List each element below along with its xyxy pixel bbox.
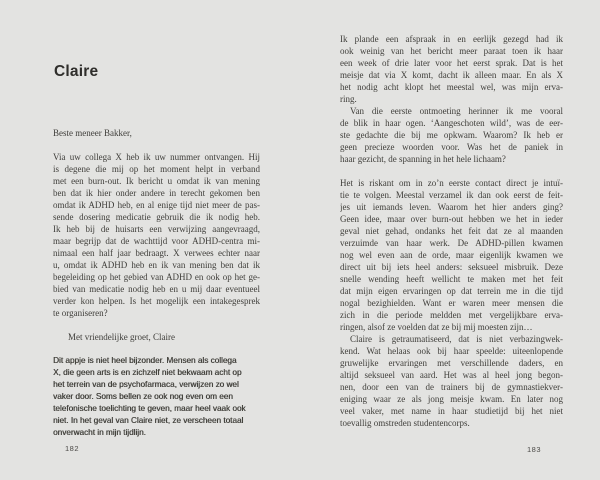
text-line: ring.	[340, 94, 357, 104]
text-line: kend. Wat helaas ook bij haar speelde: uiteenlopende	[340, 346, 563, 356]
text-line: ste gedachte die bij me opkwam. Waarom? Ik heb er	[340, 130, 563, 140]
letter-signoff: Met vriendelijke groet, Claire	[68, 332, 175, 342]
paragraph	[340, 33, 563, 105]
text-line: ringen, alsof ze voelden dat ze bij mij moesten zijn…	[340, 322, 533, 332]
text-line: direct uit bij iets heel anders: seksueel misbruik. Deze	[340, 262, 563, 272]
text-line: dat mijn eigen ervaringen op dat terrein me in die tijd	[340, 286, 563, 296]
text-line: te organiseren?	[53, 308, 108, 318]
text-line: Claire is getraumatiseerd, dat is niet verbazingwek-	[350, 334, 563, 344]
text-line: het terrein van de psychofarmaca, verwijzen zo wel	[53, 380, 239, 389]
page-number-left: 182	[65, 444, 80, 453]
text-line: een week of drie later voor het eerst sprak. Dat is het	[340, 58, 563, 68]
paragraph	[340, 177, 563, 333]
text-line: altijd seksueel van aard. Het was al heel jong begon-	[340, 370, 563, 380]
page-number-right: 183	[527, 445, 542, 454]
text-line: veel vaker, met name in haar studietijd bij het niet	[340, 406, 563, 416]
text-line: nimaal een half jaar bedraagt. X verwees echter naar	[53, 248, 260, 258]
letter-body	[53, 151, 260, 319]
text-line: Ik plande een afspraak in en eerlijk gezegd had ik	[340, 34, 563, 44]
text-line: verder kon helpen. Is het mogelijk een intakegesprek	[53, 296, 260, 306]
text-line: met een burn-out. Ik bericht u omdat ik van mening	[53, 176, 260, 186]
paragraph	[340, 105, 563, 165]
text-line: telefonische toelichting te geven, maar heel vaak ook	[53, 404, 246, 413]
text-line: geval niet gehad, ondanks het feit dat ze al maanden	[340, 226, 563, 236]
text-line: nen, door een van de trainers bij de gymnastiekver-	[340, 382, 563, 392]
letter	[53, 127, 260, 343]
text-line: verzuimde van haar werk. De ADHD-pillen kwamen	[340, 238, 563, 248]
text-line: tie te volgen. Meestal verzamel ik dan ook eerst de feit-	[340, 190, 563, 200]
text-line: nog wel even aan de orde, maar eigenlijk kwamen we	[340, 250, 563, 260]
narrative-text	[340, 33, 563, 429]
text-line: de blik in haar ogen. ‘Aangeschoten wild’, was de eer-	[340, 118, 563, 128]
text-line: meisje dat via X komt, dacht ik alleen maar. En als X	[340, 70, 563, 80]
text-line: snelle wending heeft wellicht te maken met het feit	[340, 274, 563, 284]
text-line: Van die eerste ontmoeting herinner ik me vooral	[350, 106, 563, 116]
text-line: Geen idee, maar over burn-out hebben we het in ieder	[340, 214, 563, 224]
text-line: ben dat ik hier onder andere in terecht gekomen ben	[53, 188, 260, 198]
text-line: Via uw collega X heb ik uw nummer ontvangen. Hij	[53, 152, 260, 162]
text-line: X, die geen arts is en zichzelf niet bekwaam acht op	[53, 368, 242, 377]
text-line: Ik heb bij de huisarts een verwijzing aangevraagd,	[53, 224, 260, 234]
text-line: maar begrijp dat de wachttijd voor ADHD-centra mi-	[53, 236, 260, 246]
text-line: eniging waar ze als jong meisje kwam. En later nog	[340, 394, 563, 404]
text-line: jes uit iemands leven. Waarom het hier anders ging?	[340, 202, 563, 212]
text-line: nogal bezighielden. Want er waren meer mensen die	[340, 298, 563, 308]
text-line: geen precieze woorden voor. Was het de paniek in	[340, 142, 563, 152]
text-line: haar gezicht, de spanning in het hele lichaam?	[340, 154, 506, 164]
text-line: bied van medicatie nodig heb en u mij daar eventueel	[53, 284, 260, 294]
text-line: u, omdat ik ADHD heb en ik van mening ben dat ik	[53, 260, 260, 270]
text-line: omdat ik ADHD heb, en al enige tijd niet meer de pas-	[53, 200, 260, 210]
text-line: toevallig omstreden studentencorps.	[340, 418, 470, 428]
text-line: het nodig acht klopt het meestal wel, was mijn erva-	[340, 82, 563, 92]
text-line: vaker door. Soms bellen ze ook nog even om een	[53, 392, 233, 401]
paragraph	[340, 333, 563, 429]
text-line: onverwacht in mijn tijdlijn.	[53, 428, 146, 437]
text-line: Dit appje is niet heel bijzonder. Mensen als collega	[53, 356, 237, 365]
text-line: sende dosering medicatie gebruik die ik nodig heb.	[53, 212, 260, 222]
text-line: ook weinig van het bericht meer paraat toen ik haar	[340, 46, 563, 56]
chapter-title: Claire	[54, 63, 99, 80]
commentary-note	[53, 355, 268, 439]
text-line: niet. In het geval van Claire niet, ze verscheen totaal	[53, 416, 244, 425]
text-line: begeleiding op het gebied van ADHD en ook op het ge-	[53, 272, 260, 282]
text-line: zich in die periode meldden met vergelijkbare erva-	[340, 310, 563, 320]
text-line: gruwelijke ervaringen met verschillende daders, en	[340, 358, 563, 368]
letter-salutation: Beste meneer Bakker,	[53, 128, 132, 138]
text-line: Het is riskant om in zo’n eerste contact direct je intuï-	[340, 178, 563, 188]
text-line: is degene die mij op het moment helpt in verband	[53, 164, 260, 174]
